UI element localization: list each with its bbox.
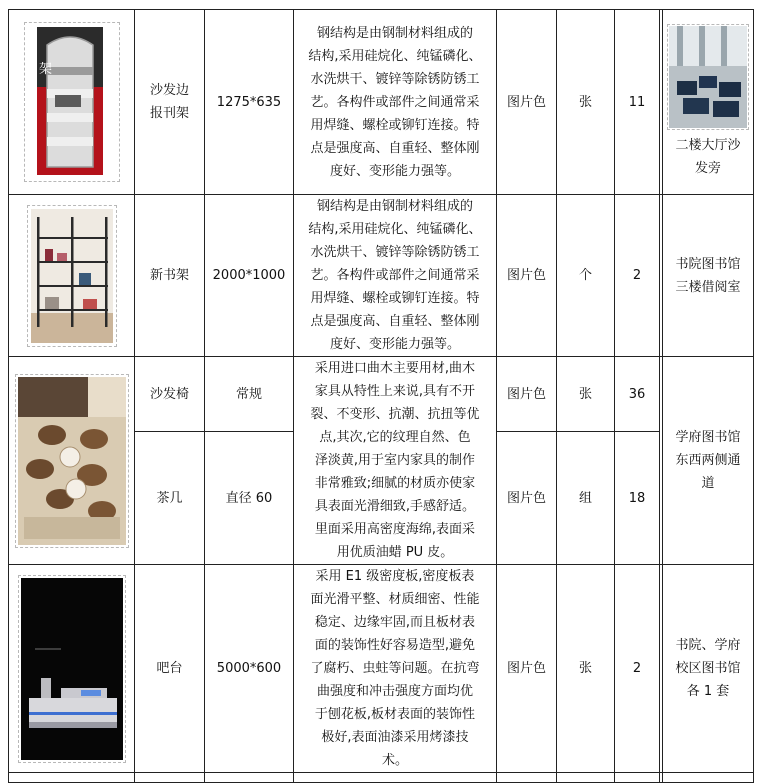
- product-unit: 张: [557, 10, 615, 195]
- product-description: 钢结构是由钢制材料组成的 结构,采用硅烷化、纯锰磷化、 水洗烘干、镀锌等除锈防锈工 艺。各构件或部件之间通常采 用焊缝、螺栓或铆钉连接。特 点是强度高、自重轻、整体刚 度好、变形能力强等。: [308, 199, 482, 352]
- location-line: 东西两侧通: [675, 453, 741, 468]
- product-color: 图片色: [497, 432, 557, 565]
- location-line: 二楼大厅沙: [675, 138, 741, 153]
- bar-counter-photo-frame: [18, 575, 126, 763]
- location-line: 校区图书馆: [675, 661, 741, 676]
- sofa-chair-table-photo-frame: [15, 374, 129, 548]
- location-line: 各 1 套: [686, 684, 730, 699]
- product-description: 采用进口曲木主要用材,曲木 家具从特性上来说,具有不开 裂、不变形、抗潮、抗扭等优 点,其次,它的纹理自然、色 泽淡黄,用于室内家具的制作 非常雅致;细腻的材质亦使家 具表面光滑细致,手感舒适。 里面采用高密度海绵,表面采 用优质油蜡 PU 皮。: [310, 361, 480, 560]
- lobby-sofa-photo-frame: [667, 24, 749, 130]
- table-row: [9, 10, 754, 195]
- table-row: [9, 357, 754, 432]
- location-line: 学府图书馆: [675, 430, 741, 445]
- product-name: 茶几: [135, 432, 205, 565]
- product-qty: 11: [615, 10, 660, 195]
- product-unit: 张: [557, 565, 615, 773]
- product-color: 图片色: [497, 357, 557, 432]
- product-color: 图片色: [497, 565, 557, 773]
- product-size: 直径 60: [205, 432, 294, 565]
- product-description-cell: [294, 10, 497, 195]
- bookshelf-photo-frame: [27, 205, 117, 347]
- product-size: 2000*1000: [205, 195, 294, 357]
- bookshelf-photo: [31, 209, 113, 343]
- product-qty: 2: [615, 565, 660, 773]
- location-line: 三楼借阅室: [675, 279, 741, 295]
- product-name: 新书架: [135, 195, 205, 357]
- location-line: 道: [701, 476, 715, 491]
- lobby-sofa-photo: [669, 26, 747, 128]
- location-line: 发旁: [694, 161, 721, 176]
- location-cell: [663, 10, 754, 195]
- product-qty: 2: [615, 195, 660, 357]
- product-description: 采用 E1 级密度板,密度板表 面光滑平整、材质细密、性能 稳定、边缘牢固,而且板材表 面的装饰性好容易造型,避免 了腐朽、虫蛀等问题。在抗弯 曲强度和冲击强度方面均优 于刨花板,板材表面的装饰性 极好,表面油漆采用烤漆技 术。: [310, 569, 480, 768]
- svg-text:架: 架: [38, 62, 52, 77]
- product-name: 沙发椅: [135, 357, 205, 432]
- product-size: 1275*635: [205, 10, 294, 195]
- product-color: 图片色: [497, 195, 557, 357]
- product-name-line: 沙发边: [149, 83, 189, 98]
- newspaper-rack-photo-frame: [24, 22, 120, 182]
- product-size: 5000*600: [205, 565, 294, 773]
- sofa-chair-table-photo: [18, 377, 126, 545]
- product-name-line: 报刊架: [149, 106, 189, 121]
- location-cell: [663, 357, 754, 565]
- location-line: 书院、学府: [675, 638, 741, 653]
- product-description-cell: [294, 357, 497, 565]
- product-image-cell: [9, 195, 135, 357]
- bar-counter-photo: [21, 578, 123, 760]
- product-color: 图片色: [497, 10, 557, 195]
- product-unit: 张: [557, 357, 615, 432]
- product-description-cell: [294, 195, 497, 357]
- location-line: 书院图书馆: [675, 256, 741, 272]
- furniture-spec-table: [8, 9, 754, 783]
- product-description: 钢结构是由钢制材料组成的 结构,采用硅烷化、纯锰磷化、 水洗烘干、镀锌等除锈防锈工 艺。各构件或部件之间通常采 用焊缝、螺栓或铆钉连接。特 点是强度高、自重轻、整体刚 度好、变形能力强等。: [308, 25, 482, 179]
- location-cell: [663, 195, 754, 357]
- location-cell: [663, 565, 754, 773]
- product-size: 常规: [205, 357, 294, 432]
- table-row: [9, 565, 754, 773]
- product-unit: 组: [557, 432, 615, 565]
- product-qty: 36: [615, 357, 660, 432]
- product-image-cell: [9, 565, 135, 773]
- newspaper-rack-photo: [37, 27, 103, 175]
- product-image-cell: [9, 357, 135, 565]
- product-image-cell: [9, 10, 135, 195]
- product-name-cell: [135, 10, 205, 195]
- product-name: 吧台: [135, 565, 205, 773]
- table-row: [9, 195, 754, 357]
- table-row: [9, 773, 754, 783]
- product-qty: 18: [615, 432, 660, 565]
- product-description-cell: [294, 565, 497, 773]
- product-unit: 个: [557, 195, 615, 357]
